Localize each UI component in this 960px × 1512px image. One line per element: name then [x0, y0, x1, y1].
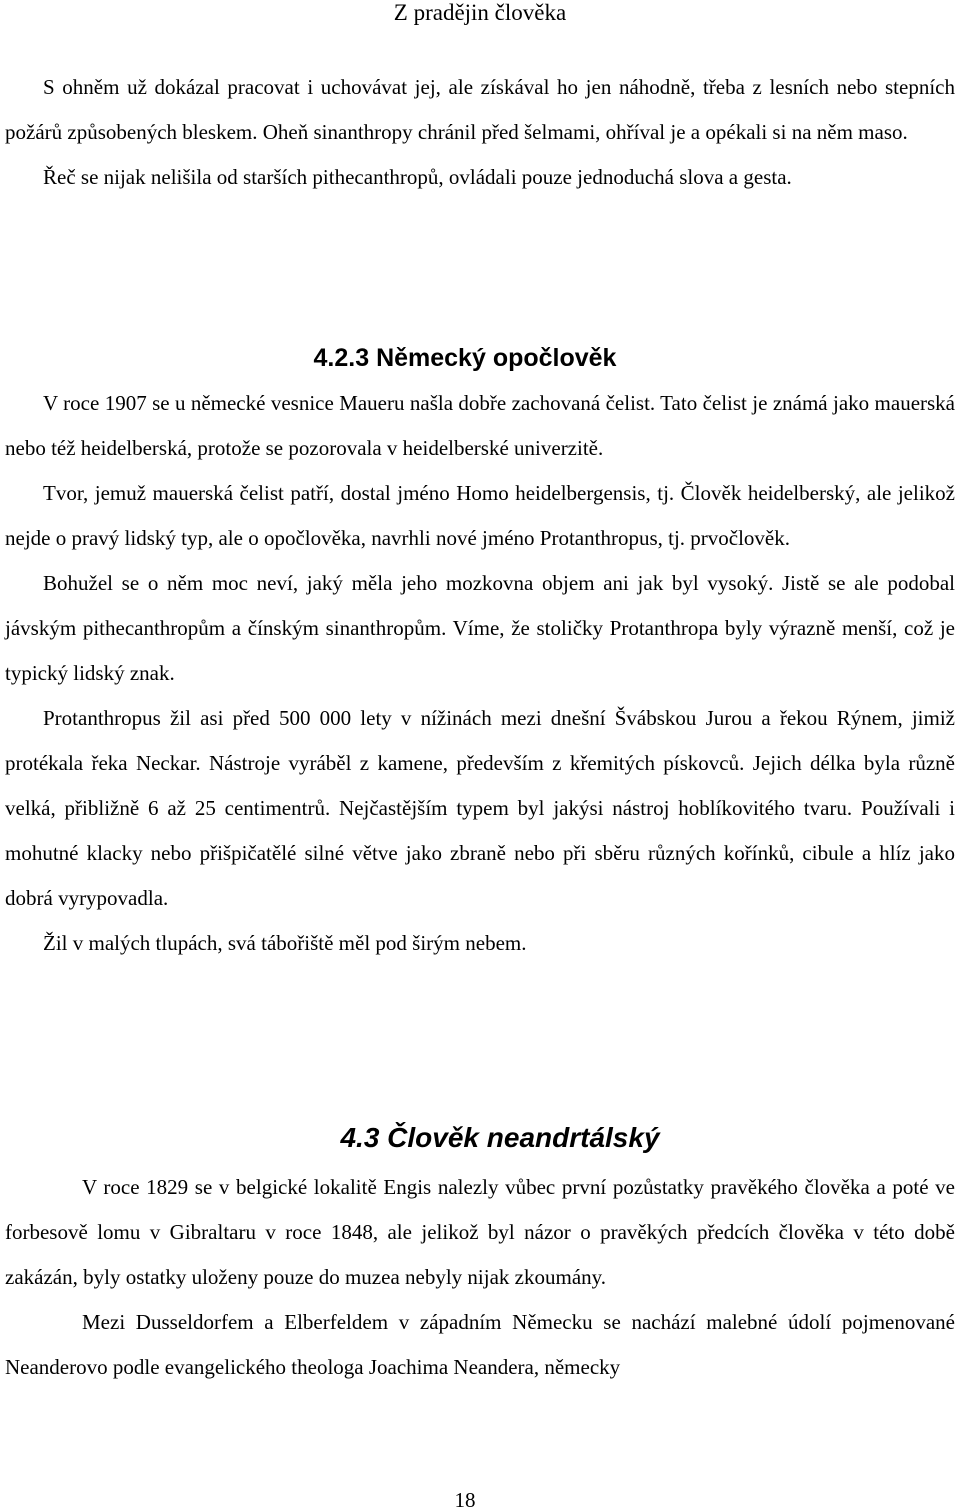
paragraph: Žil v malých tlupách, svá tábořiště měl pod širým nebem.: [43, 931, 527, 955]
section-heading-4-2-3: 4.2.3 Německý opočlověk: [313, 344, 617, 372]
intro-text-block: [5, 65, 955, 200]
paragraph: Protanthropus žil asi před 500 000 lety v nížinách mezi dnešní Švábskou Jurou a řekou Rýnem, jimiž protékala řeka Neckar. Nástroje vyráběl z kamene, především z křemitých pískovců. Jejich délka byla různě velká, přibližně 6 až 25 centimentrů. Nejčastějším typem byl jakýsi nástroj hoblíkovitého tvaru. Používali i mohutné klacky nebo přišpičatělé silné větve jako zbraně nebo při sběru různých kořínků, cibule a hlíz jako dobrá vyrypovadla.: [5, 706, 955, 910]
paragraph: V roce 1907 se u německé vesnice Maueru našla dobře zachovaná čelist. Tato čelist je známá jako mauerská nebo též heidelberská, protože se pozorovala v heidelberské univerzitě.: [5, 391, 955, 460]
section-heading-4-3: 4.3 Člověk neandrtálský: [340, 1122, 660, 1153]
paragraph: Řeč se nijak nelišila od starších pithecanthropů, ovládali pouze jednoduchá slova a gesta.: [43, 165, 792, 189]
paragraph: S ohněm už dokázal pracovat i uchovávat jej, ale získával ho jen náhodně, třeba z lesních nebo stepních požárů způsobených bleskem. Oheň sinanthropy chránil před šelmami, ohříval je a opékali si na něm maso.: [5, 75, 955, 144]
paragraph: Mezi Dusseldorfem a Elberfeldem v západním Německu se nachází malebné údolí pojmenované Neanderovo podle evangelického theologa Joachima Neandera, německy: [5, 1310, 955, 1379]
section-4-3-text-block: [5, 1165, 955, 1390]
section-4-2-3-text-block: [5, 381, 955, 966]
paragraph: Bohužel se o něm moc neví, jaký měla jeho mozkovna objem ani jak byl vysoký. Jistě se ale podobal jávským pithecanthropům a čínským sinanthropům. Víme, že stoličky Protanthropa byly výrazně menší, což je typický lidský znak.: [5, 571, 955, 685]
running-header: Z pradějin člověka: [393, 0, 567, 25]
page-number: 18: [454, 1488, 476, 1512]
paragraph: Tvor, jemuž mauerská čelist patří, dostal jméno Homo heidelbergensis, tj. Člověk heidelberský, ale jelikož nejde o pravý lidský typ, ale o opočlověka, navrhli nové jméno Protanthropus, tj. prvočlověk.: [5, 481, 955, 550]
paragraph: V roce 1829 se v belgické lokalitě Engis nalezly vůbec první pozůstatky pravěkého člověka a poté ve forbesově lomu v Gibraltaru v roce 1848, ale jelikož byl názor o pravěkých předcích člověka v této době zakázán, byly ostatky uloženy pouze do muzea nebyly nijak zkoumány.: [5, 1175, 955, 1289]
